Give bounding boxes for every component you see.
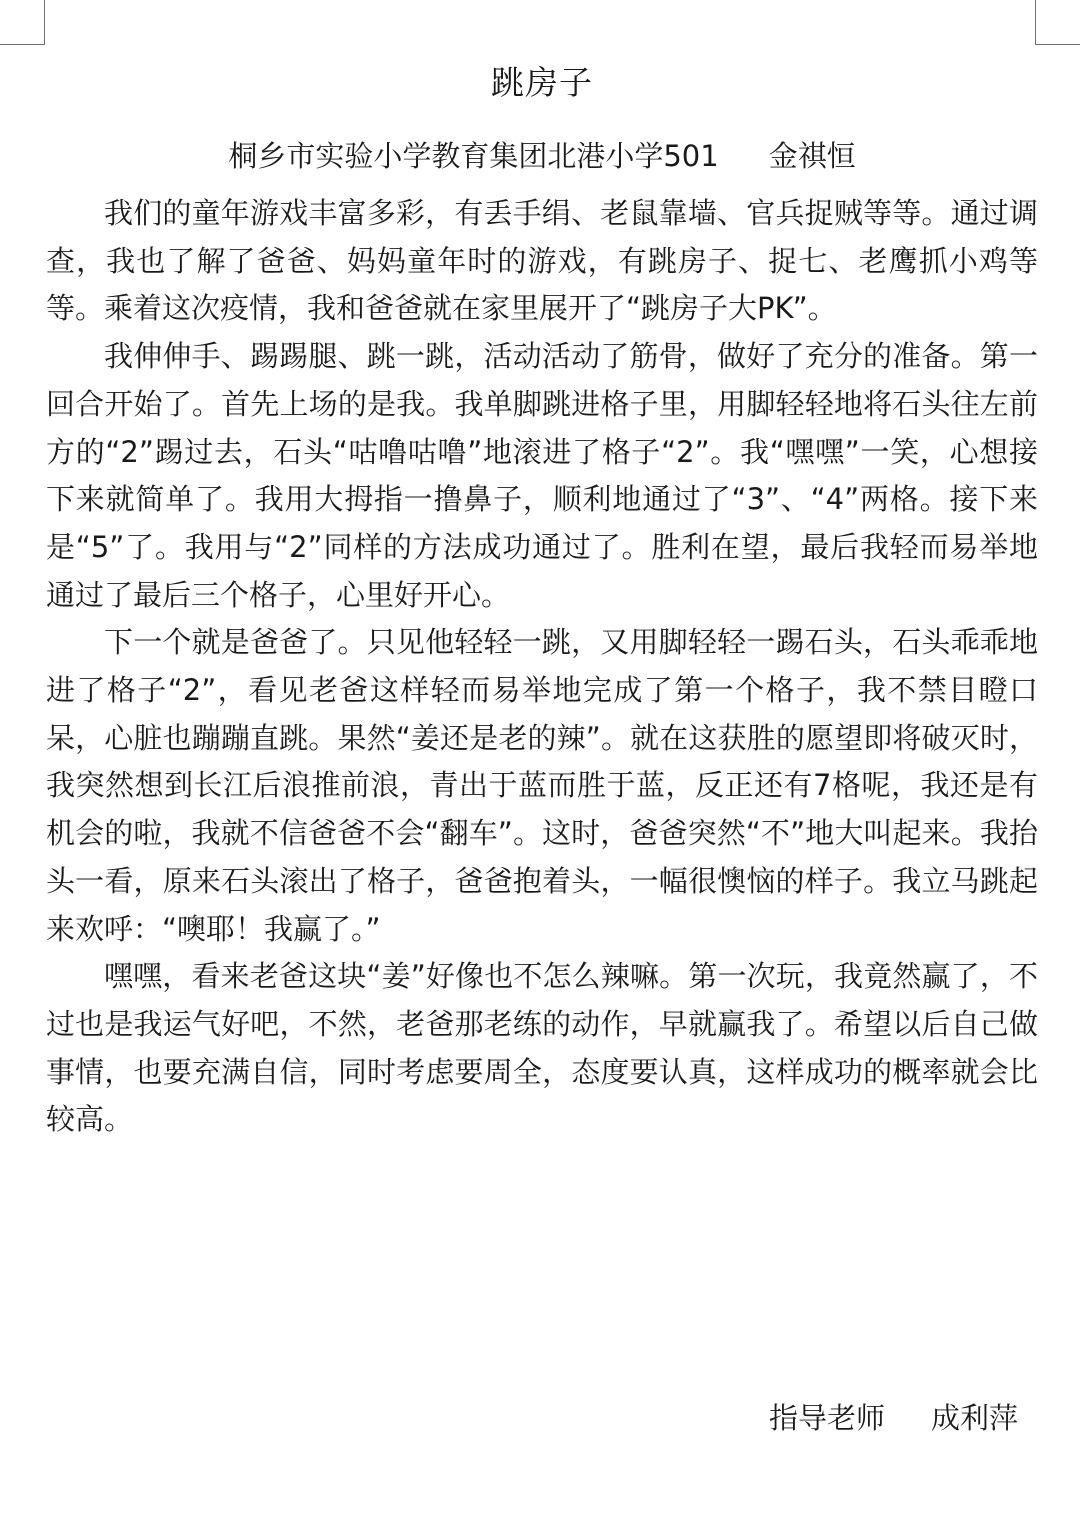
- paragraph-1: 我们的童年游戏丰富多彩，有丢手绢、老鼠靠墙、官兵捉贼等等。通过调查，我也了解了爸爸、妈妈童年时的游戏，有跳房子、捉七、老鹰抓小鸡等等。乘着这次疫情，我和爸爸就在家里展开了“跳房子大PK”。: [46, 196, 1038, 326]
- paragraph-3: 下一个就是爸爸了。只见他轻轻一跳，又用脚轻轻一踢石头，石头乖乖地进了格子“2”，看见老爸这样轻而易举地完成了第一个格子，我不禁目瞪口呆，心脏也蹦蹦直跳。果然“姜还是老的辣”。就在这获胜的愿望即将破灭时，我突然想到长江后浪推前浪，青出于蓝而胜于蓝，反正还有7格呢，我还是有机会的啦，我就不信爸爸不会“翻车”。这时，爸爸突然“不”地大叫起来。我抬头一看，原来石头滚出了格子，爸爸抱着头，一幅很懊恼的样子。我立马跳起来欢呼：“噢耶！我赢了。”: [46, 625, 1038, 946]
- signature: [769, 1394, 1018, 1442]
- paragraph-4: 嘿嘿，看来老爸这块“姜”好像也不怎么辣嘛。第一次玩，我竟然赢了，不过也是我运气好吧，不然，老爸那老练的动作，早就赢我了。希望以后自己做事情，也要充满自信，同时考虑要周全，态度要认真，这样成功的概率就会比较高。: [46, 959, 1038, 1137]
- paragraph-2: 我伸伸手、踢踢腿、跳一跳，活动活动了筋骨，做好了充分的准备。第一回合开始了。首先上场的是我。我单脚跳进格子里，用脚轻轻地将石头往左前方的“2”踢过去，石头“咕噜咕噜”地滚进了格子“2”。我“嘿嘿”一笑，心想接下来就简单了。我用大拇指一撸鼻子，顺利地通过了“3”、“4”两格。接下来是“5”了。我用与“2”同样的方法成功通过了。胜利在望，最后我轻而易举地通过了最后三个格子，心里好开心。: [46, 339, 1038, 612]
- document-body: [46, 190, 1038, 1144]
- byline-school-class: 桐乡市实验小学教育集团北港小学501: [228, 139, 719, 173]
- signature-name: 成利萍: [930, 1401, 1018, 1435]
- document-title: 跳房子: [491, 63, 593, 102]
- page-corner-mark-top-left: [0, 0, 45, 45]
- byline-author: 金祺恒: [768, 139, 856, 173]
- byline: [46, 132, 1038, 180]
- signature-label: 指导老师: [768, 1401, 885, 1435]
- page-corner-mark-top-right: [1035, 0, 1080, 45]
